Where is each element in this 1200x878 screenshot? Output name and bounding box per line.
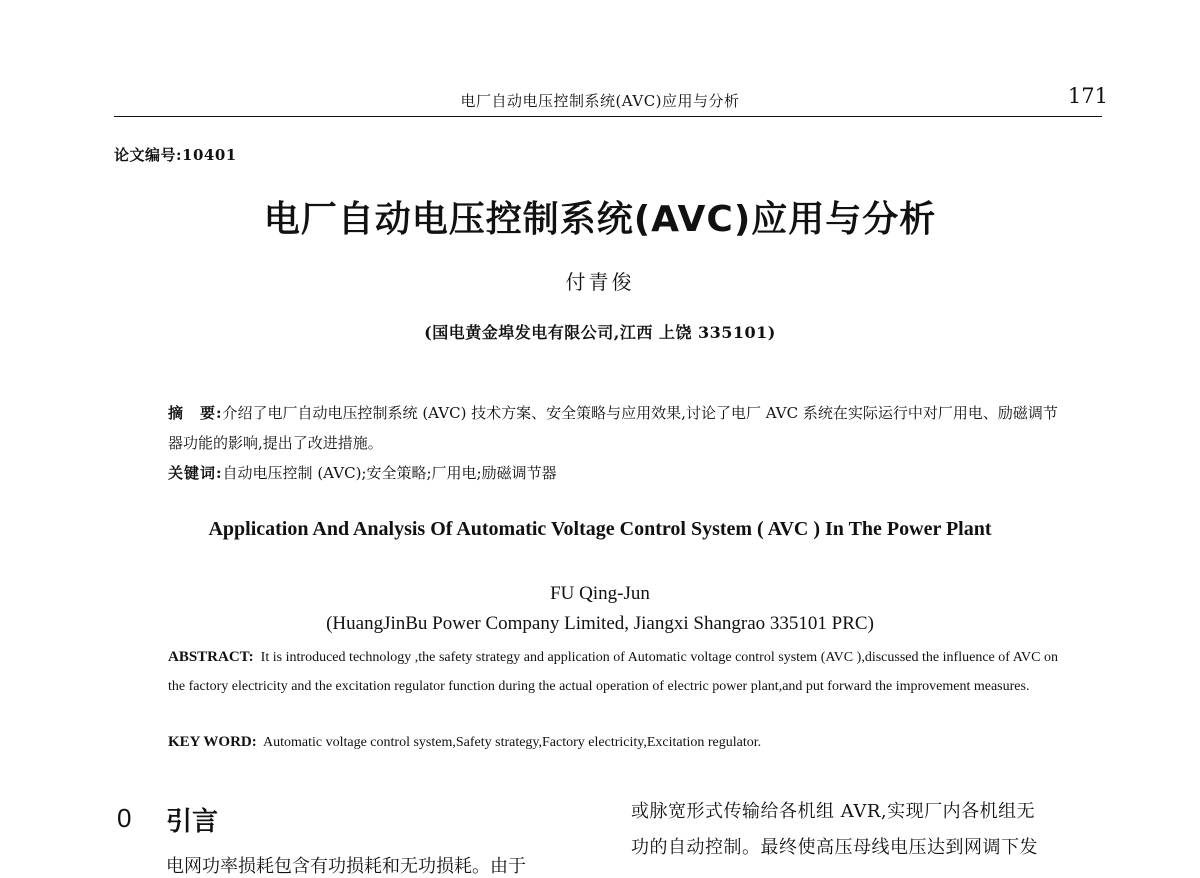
header-rule	[114, 116, 1102, 117]
keywords-en	[168, 734, 761, 751]
section-number: 0	[117, 803, 132, 833]
keywords-en-text: Automatic voltage control system,Safety strategy,Factory electricity,Excitation regulator.	[263, 735, 762, 750]
right-column-line: 或脉宽形式传输给各机组 AVR,实现厂内各机组无	[631, 801, 1036, 822]
keywords-cn-label: 关键词:	[168, 464, 223, 482]
page-number: 171	[1067, 84, 1108, 108]
author-cn: 付青俊	[565, 270, 635, 294]
abstract-en-label: ABSTRACT:	[168, 649, 254, 665]
running-title: 电厂自动电压控制系统(AVC)应用与分析	[460, 92, 740, 110]
abstract-en-text: It is introduced technology ,the safety strategy and application of Automatic voltage control system (AVC ),discussed the influence of AVC on the factory electricity and the excitation regulator function during the actual operation of electric power plant,and put forward the improvement measures.	[168, 650, 1059, 694]
paper-title-cn: 电厂自动电压控制系统(AVC)应用与分析	[263, 199, 937, 240]
keywords-cn-text: 自动电压控制 (AVC);安全策略;厂用电;励磁调节器	[222, 464, 557, 482]
abstract-en	[168, 643, 1058, 701]
abstract-cn-text: 介绍了电厂自动电压控制系统 (AVC) 技术方案、安全策略与应用效果,讨论了电厂 AVC 系统在实际运行中对厂用电、励磁调节器功能的影响,提出了改进措施。	[168, 404, 1058, 452]
paper-title-en: Application And Analysis Of Automatic Voltage Control System ( AVC ) In The Power Plant	[208, 518, 992, 540]
right-column-text	[631, 794, 1106, 866]
abstract-cn-label: 摘 要:	[168, 404, 223, 422]
paper-number: 论文编号:10401	[114, 146, 237, 164]
affiliation-en: (HuangJinBu Power Company Limited, Jiangxi Shangrao 335101 PRC)	[326, 613, 874, 634]
right-column-line: 功的自动控制。最终使高压母线电压达到网调下发	[631, 837, 1038, 858]
abstract-cn	[168, 398, 1068, 488]
keywords-cn	[168, 458, 1068, 488]
affiliation-cn: (国电黄金埠发电有限公司,江西 上饶 335101)	[424, 323, 776, 342]
keywords-en-label: KEY WORD:	[168, 734, 257, 750]
left-column-text: 电网功率损耗包含有功损耗和无功损耗。由于	[166, 856, 526, 877]
abstract-cn-paragraph	[168, 398, 1068, 458]
section-title: 引言	[166, 807, 219, 837]
author-en: FU Qing-Jun	[550, 583, 650, 604]
